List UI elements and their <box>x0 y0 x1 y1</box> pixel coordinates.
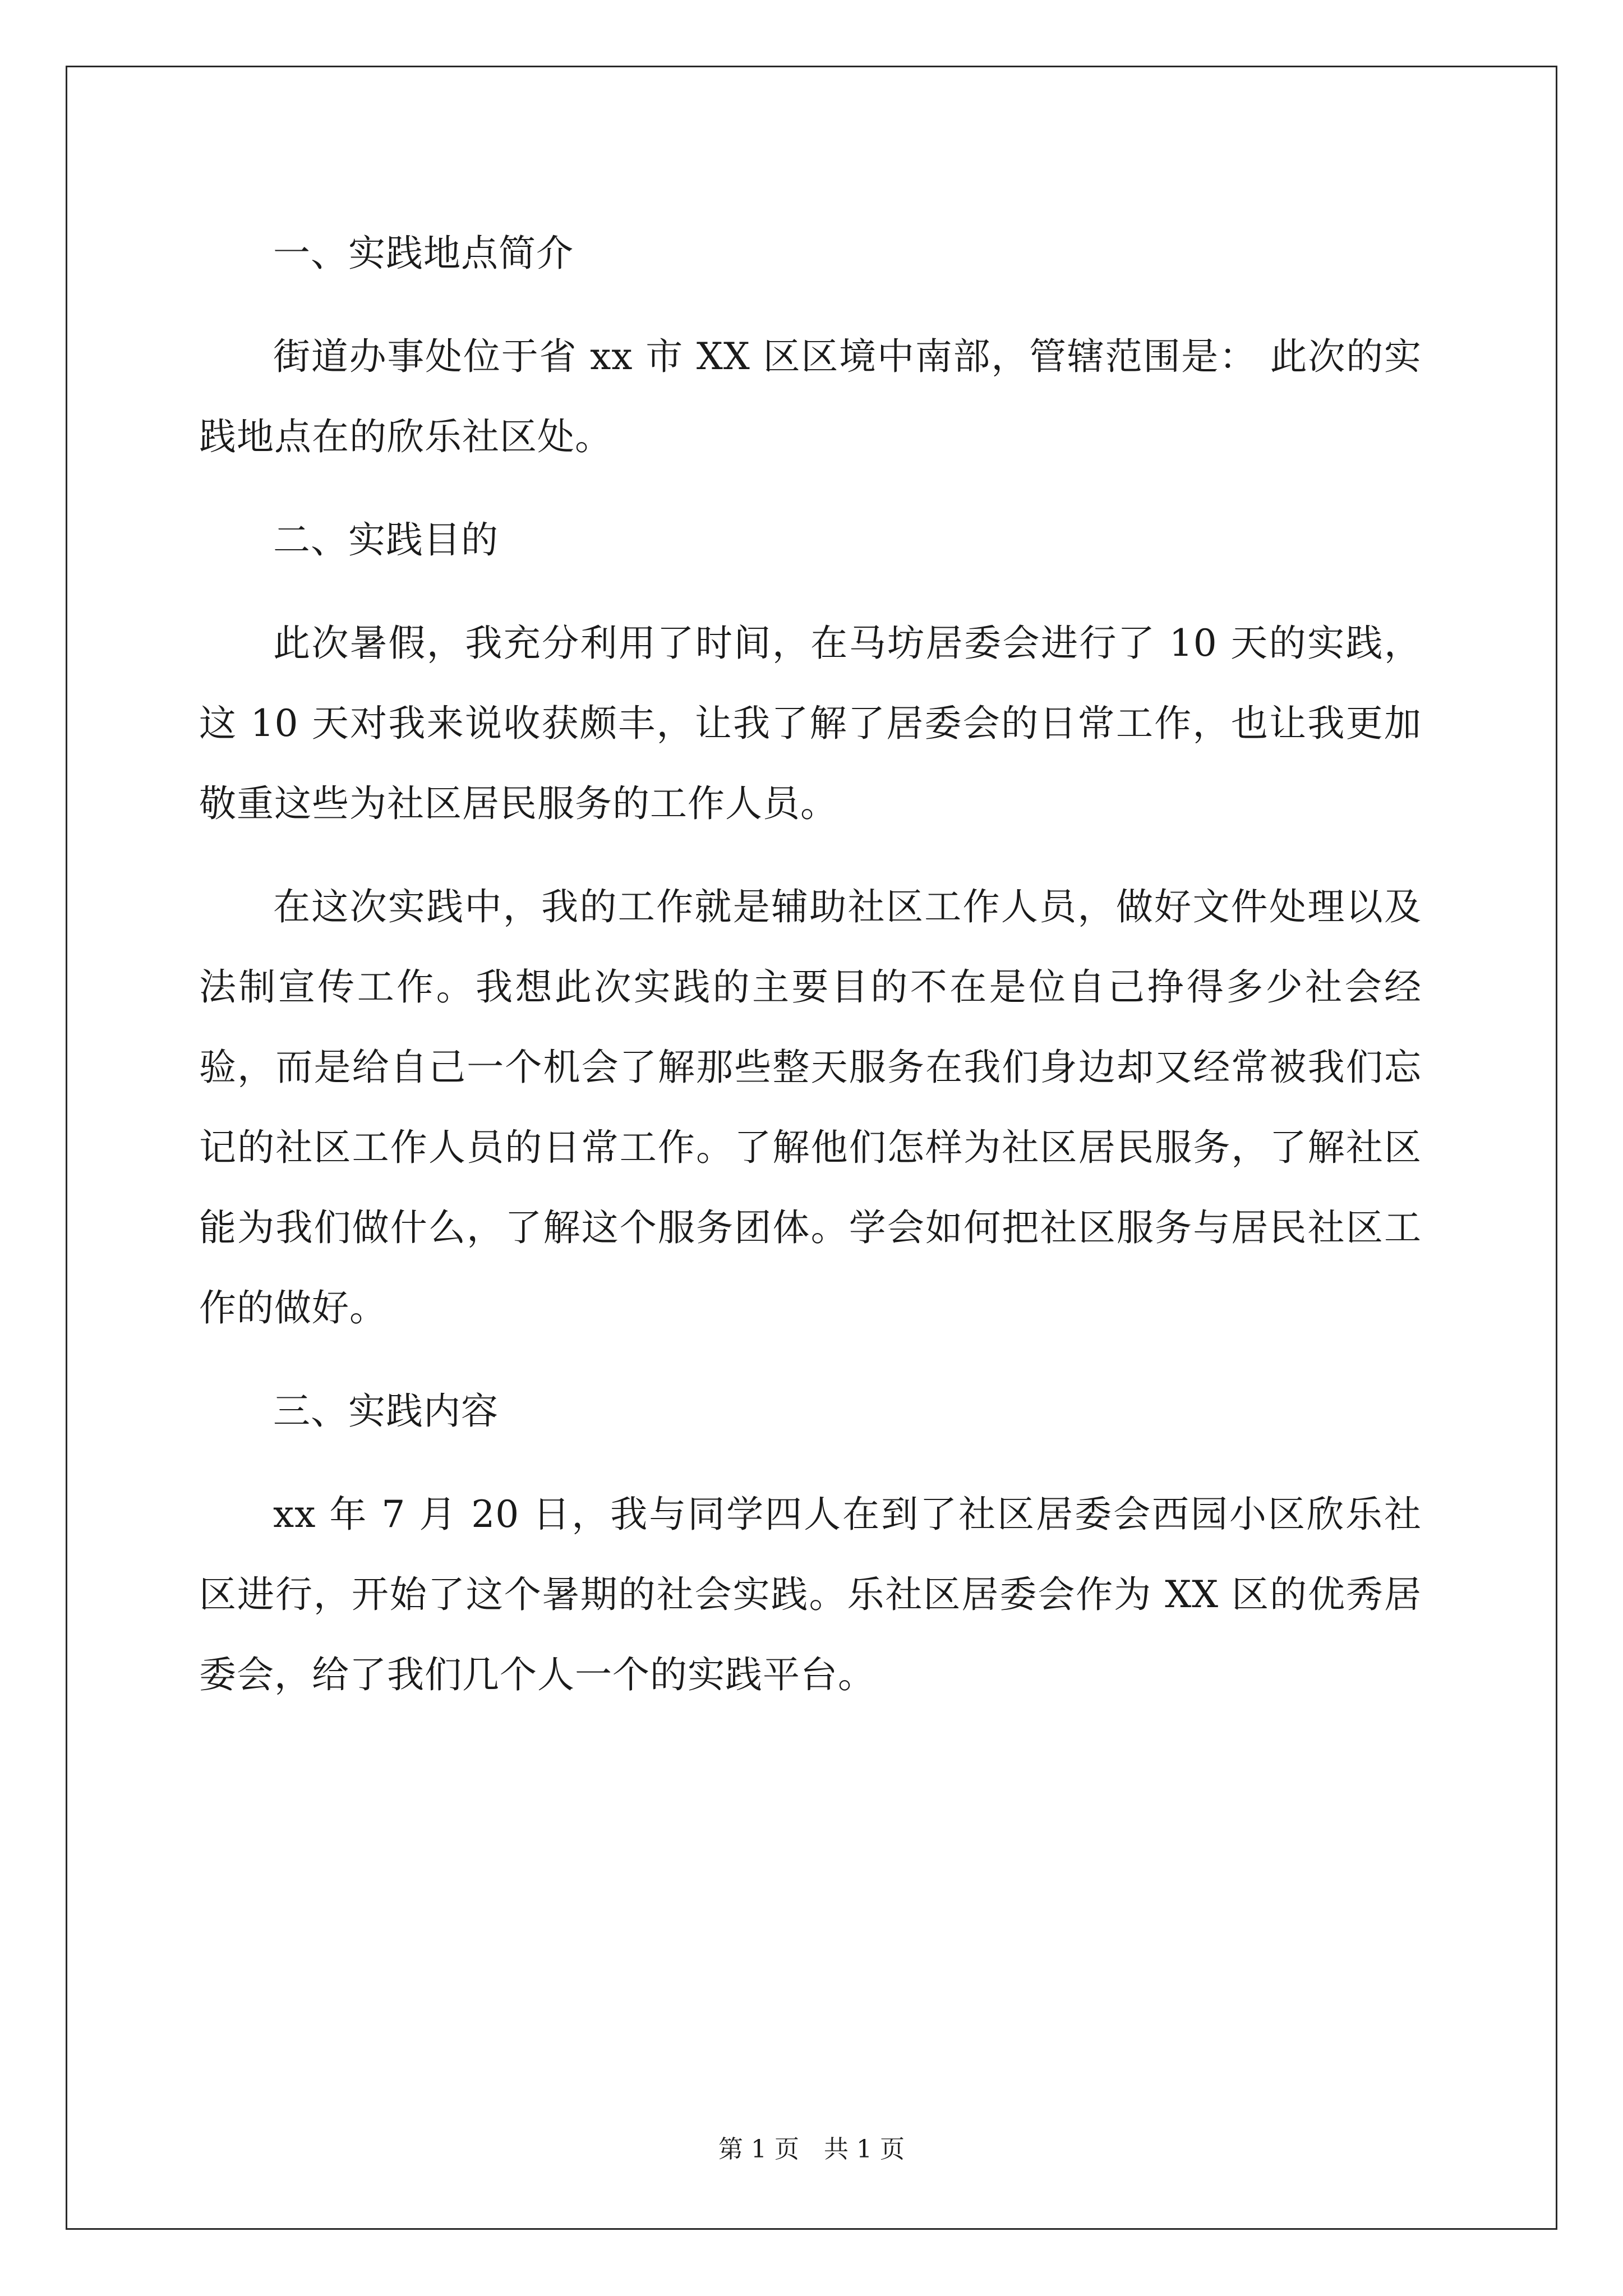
page-number-footer: 第 1 页 共 1 页 <box>718 2135 905 2164</box>
document-body <box>199 213 1422 1738</box>
paragraph-location: 街道办事处位于省 xx 市 XX 区区境中南部，管辖范围是： 此次的实践地点在的欣乐社区处。 <box>199 335 1422 458</box>
paragraph-purpose-1: 此次暑假，我充分利用了时间，在马坊居委会进行了 10 天的实践，这 10 天对我来说收获颇丰，让我了解了居委会的日常工作，也让我更加敬重这些为社区居民服务的工作人员。 <box>199 622 1422 825</box>
section-heading-location: 一、实践地点简介 <box>273 232 574 275</box>
section-heading-content: 三、实践内容 <box>273 1389 499 1433</box>
paragraph-content: xx 年 7 月 20 日，我与同学四人在到了社区居委会西园小区欣乐社区进行，开始了这个暑期的社会实践。乐社区居委会作为 XX 区的优秀居委会，给了我们几个人一个的实践平台。 <box>199 1493 1422 1696</box>
paragraph-purpose-2: 在这次实践中，我的工作就是辅助社区工作人员，做好文件处理以及法制宣传工作。我想此次实践的主要目的不在是位自己挣得多少社会经验，而是给自己一个机会了解那些整天服务在我们身边却又经常被我们忘记的社区工作人员的日常工作。了解他们怎样为社区居民服务，了解社区能为我们做什么，了解这个服务团体。学会如何把社区服务与居民社区工作的做好。 <box>199 885 1422 1329</box>
section-heading-purpose: 二、实践目的 <box>273 518 499 562</box>
